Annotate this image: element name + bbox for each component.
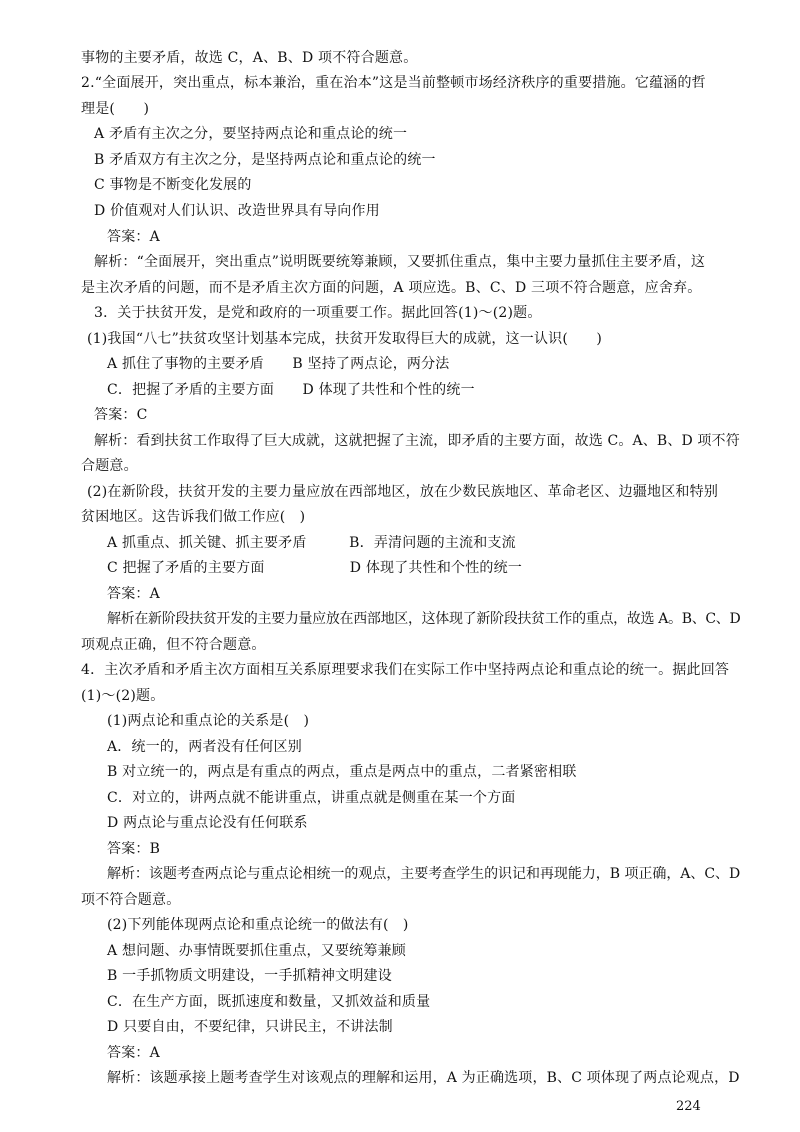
text-line-17: 合题意。 [81, 458, 138, 474]
text-line-18: (2)在新阶段，扶贫开发的主要力量应放在西部地区，放在少数民族地区、革命老区、边疆地区和特别 [87, 484, 719, 500]
text-line-27: (1)两点论和重点论的关系是( ) [107, 713, 310, 729]
text-line-9: 解析：“全面展开，突出重点”说明既要统筹兼顾，又要抓住重点，集中主要力量抓住主要矛盾，这 [94, 254, 706, 270]
text-line-26: (1)～(2)题。 [81, 688, 165, 704]
text-line-19: 贫困地区。这告诉我们做工作应( ) [81, 509, 306, 525]
text-line-32: 答案：B [107, 841, 161, 857]
text-line-22: 答案：A [107, 586, 160, 602]
text-line-10: 是主次矛盾的问题，而不是矛盾主次方面的问题，A 项应选。B、C、D 三项不符合题意，应舍弃。 [81, 280, 702, 296]
text-line-20: A 抓重点、抓关键、抓主要矛盾 B．弄清问题的主流和支流 [107, 535, 516, 551]
text-line-12: (1)我国“八七”扶贫攻坚计划基本完成，扶贫开发取得巨大的成就，这一认识( ) [87, 331, 603, 347]
text-line-14: C．把握了矛盾的主要方面 D 体现了共性和个性的统一 [107, 382, 475, 398]
text-line-5: B 矛盾双方有主次之分，是坚持两点论和重点论的统一 [94, 152, 436, 168]
text-line-35: (2)下列能体现两点论和重点论统一的做法有( ) [107, 917, 409, 933]
text-line-40: 答案：A [107, 1045, 160, 1061]
text-line-15: 答案：C [94, 407, 148, 423]
text-line-29: B 对立统一的，两点是有重点的两点，重点是两点中的重点，二者紧密相联 [107, 764, 577, 780]
text-line-4: A 矛盾有主次之分，要坚持两点论和重点论的统一 [94, 126, 408, 142]
text-line-25: 4．主次矛盾和矛盾主次方面相互关系原理要求我们在实际工作中坚持两点论和重点论的统一。据此回答 [81, 662, 730, 678]
text-line-41: 解析：该题承接上题考查学生对该观点的理解和运用，A 为正确选项，B、C 项体现了两点论观点，D [107, 1070, 740, 1086]
text-line-30: C．对立的，讲两点就不能讲重点，讲重点就是侧重在某一个方面 [107, 790, 516, 806]
text-line-28: A．统一的，两者没有任何区别 [107, 739, 302, 755]
text-line-33: 解析：该题考查两点论与重点论相统一的观点，主要考查学生的识记和再现能力，B 项正确，A、C、D [107, 866, 741, 882]
text-line-37: B 一手抓物质文明建设，一手抓精神文明建设 [107, 968, 392, 984]
text-line-34: 项不符合题意。 [81, 892, 181, 908]
text-line-6: C 事物是不断变化发展的 [94, 177, 252, 193]
text-line-11: 3．关于扶贫开发，是党和政府的一项重要工作。据此回答(1)～(2)题。 [94, 305, 542, 321]
text-line-2: 2.“全面展开，突出重点，标本兼治，重在治本”这是当前整顿市场经济秩序的重要措施。它蕴涵的哲 [81, 75, 706, 91]
text-line-16: 解析：看到扶贫工作取得了巨大成就，这就把握了主流，即矛盾的主要方面，故选 C。A、B、D 项不符 [94, 433, 740, 449]
text-line-23: 解析在新阶段扶贫开发的主要力量应放在西部地区，这体现了新阶段扶贫工作的重点，故选 A。B、C、D [107, 611, 741, 627]
page-number: 224 [676, 1099, 701, 1114]
text-line-7: D 价值观对人们认识、改造世界具有导向作用 [94, 203, 380, 219]
text-line-8: 答案：A [107, 229, 160, 245]
text-line-13: A 抓住了事物的主要矛盾 B 坚持了两点论，两分法 [107, 356, 450, 372]
text-line-36: A 想问题、办事情既要抓住重点，又要统筹兼顾 [107, 943, 406, 959]
text-line-38: C．在生产方面，既抓速度和数量，又抓效益和质量 [107, 994, 431, 1010]
text-line-3: 理是( ) [81, 101, 150, 117]
text-line-39: D 只要自由，不要纪律，只讲民主，不讲法制 [107, 1019, 393, 1035]
text-line-21: C 把握了矛盾的主要方面 D 体现了共性和个性的统一 [107, 560, 523, 576]
text-line-31: D 两点论与重点论没有任何联系 [107, 815, 308, 831]
text-line-24: 项观点正确，但不符合题意。 [81, 637, 266, 653]
text-line-1: 事物的主要矛盾，故选 C，A、B、D 项不符合题意。 [81, 50, 418, 66]
